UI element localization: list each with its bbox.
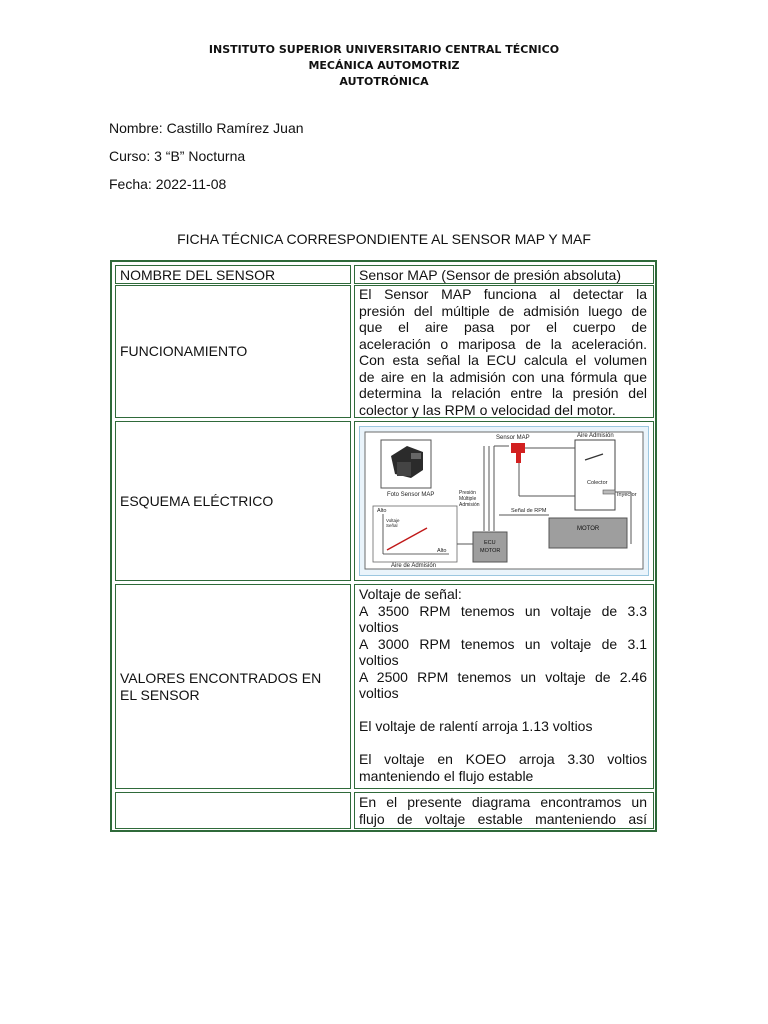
row-analysis-text [354, 792, 654, 829]
electrical-schematic [359, 426, 649, 576]
student-name: Nombre: Castillo Ramírez Juan [109, 120, 304, 136]
reading-unit: voltios [359, 685, 399, 701]
y-axis-label-1: Voltaje [386, 518, 400, 523]
institution-header [0, 42, 768, 90]
technical-sheet-table [110, 260, 657, 832]
row-values-label [115, 584, 351, 789]
pressure-label-3: Admisión [459, 502, 480, 508]
engine-label: MOTOR [577, 526, 600, 532]
engine-box [549, 518, 627, 548]
row-values-text [354, 584, 654, 789]
row-sensor-name-value: Sensor MAP (Sensor de presión absoluta) [354, 265, 654, 284]
injector-icon [603, 490, 615, 494]
x-axis-label: Aire de Admisión [391, 563, 437, 569]
row-analysis-label [115, 792, 351, 829]
function-line: presión del múltiple de admisión luego de [359, 302, 647, 319]
reading-line: A 3500 RPM tenemos un voltaje de 3.3 [359, 602, 647, 619]
career-name: MECÁNICA AUTOMOTRIZ [308, 59, 460, 72]
x-axis-high-label: Alto [437, 548, 447, 554]
koeo-voltage-text-cont: manteniendo el flujo estable [359, 767, 534, 784]
reading-line: A 3000 RPM tenemos un voltaje de 3.1 [359, 635, 647, 652]
date: Fecha: 2022-11-08 [109, 176, 227, 192]
analysis-line: flujo de voltaje estable manteniendo así [359, 810, 647, 827]
photo-sensor-label: Foto Sensor MAP [387, 492, 435, 498]
row-function-text [354, 285, 654, 418]
function-line: que el aire pasa por el cuerpo de [359, 319, 647, 335]
row-function-label [115, 285, 351, 418]
function-line: El Sensor MAP funciona al detectar la [359, 286, 647, 302]
ecu-box [473, 532, 507, 562]
function-line: aceleración o mariposa de la aceleración. [359, 335, 647, 352]
row-sensor-name-label: NOMBRE DEL SENSOR [115, 265, 351, 284]
values-label-line: EL SENSOR [120, 686, 200, 703]
function-line: determina la relación entre la presión del [359, 385, 647, 401]
function-line: colector y las RPM o velocidad del motor. [359, 401, 616, 418]
koeo-voltage-text: El voltaje en KOEO arroja 3.30 voltios [359, 751, 647, 767]
analysis-line: En el presente diagrama encontramos un [359, 794, 647, 810]
air-intake-top-label: Aire Admisión [577, 433, 614, 439]
idle-voltage-text: El voltaje de ralentí arroja 1.13 voltios [359, 718, 593, 734]
intake-manifold [575, 440, 615, 510]
row-schematic-cell [354, 421, 654, 581]
collector-label: Colector [587, 480, 608, 486]
pressure-label-2: Múltiple [459, 496, 477, 502]
schematic-label-text: ESQUEMA ELÉCTRICO [120, 492, 274, 509]
rpm-signal-label: Señal de RPM [511, 508, 547, 514]
subject-name: AUTOTRÓNICA [339, 75, 429, 88]
course: Curso: 3 “B” Nocturna [109, 148, 246, 164]
y-axis-label-2: Señal [386, 523, 398, 528]
document-title: FICHA TÉCNICA CORRESPONDIENTE AL SENSOR MAP Y MAF [177, 231, 591, 247]
row-schematic-label [115, 421, 351, 581]
institution-name: INSTITUTO SUPERIOR UNIVERSITARIO CENTRAL TÉCNICO [208, 43, 560, 56]
sensor-map-label: Sensor MAP [496, 435, 530, 441]
voltage-heading: Voltaje de señal: [359, 586, 462, 602]
reading-unit: voltios [359, 619, 399, 635]
function-line: de aire en la admisión con una fórmula que [359, 368, 647, 385]
y-axis-high-label: Alto [377, 508, 387, 514]
function-label-text: FUNCIONAMIENTO [120, 343, 248, 360]
values-label-line: VALORES ENCONTRADOS EN [120, 670, 322, 686]
ecu-label-2: MOTOR [480, 548, 501, 554]
pressure-label-1: Presión [459, 490, 476, 496]
reading-unit: voltios [359, 652, 399, 668]
ecu-label-1: ECU [484, 540, 496, 546]
function-line: Con esta señal la ECU calcula el volumen [359, 352, 647, 368]
reading-line: A 2500 RPM tenemos un voltaje de 2.46 [359, 668, 647, 685]
sensor-photo-icon [381, 440, 431, 488]
injector-label: Inyector [617, 492, 637, 498]
